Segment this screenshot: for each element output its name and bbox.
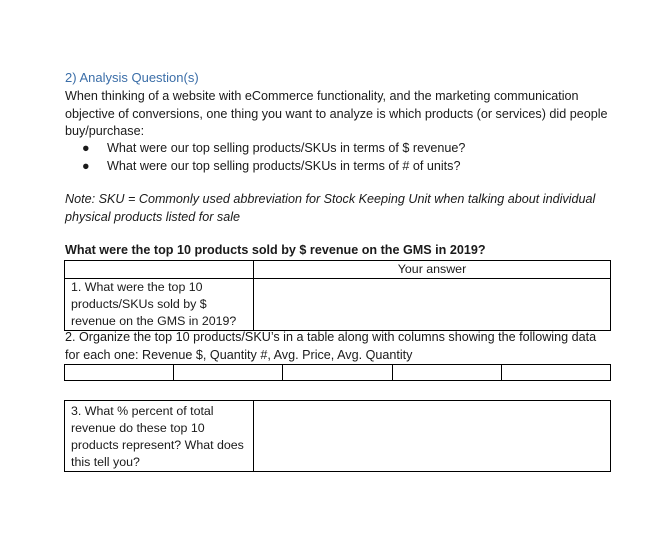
q1-label-cell: 1. What were the top 10 products/SKUs sold by $ revenue on the GMS in 2019?	[65, 279, 254, 331]
bullet-icon: ●	[82, 158, 90, 173]
answer-table-3	[64, 400, 611, 472]
list-item	[82, 140, 465, 158]
table2-cell[interactable]	[392, 365, 501, 381]
q3-label-cell: 3. What % percent of total revenue do these top 10 products represent? What does this tell you?	[65, 401, 254, 472]
header-blank-cell	[65, 261, 254, 279]
section-heading: 2) Analysis Question(s)	[65, 70, 199, 85]
table2-cell[interactable]	[283, 365, 392, 381]
table2-cell[interactable]	[501, 365, 610, 381]
question-title: What were the top 10 products sold by $ revenue on the GMS in 2019?	[65, 243, 486, 257]
intro-paragraph: When thinking of a website with eCommerce functionality, and the marketing communication objective of conversions, one thing you want to analyze is which products (or services) did people buy/purchase:	[65, 89, 608, 138]
bullet-text: What were our top selling products/SKUs in terms of $ revenue?	[107, 141, 466, 155]
table2-cell[interactable]	[65, 365, 174, 381]
answer-table-2	[64, 364, 611, 381]
q2-text: 2. Organize the top 10 products/SKU’s in a table along with columns showing the following data for each one: Revenue $, Quantity #, Avg. Price, Avg. Quantity	[65, 330, 597, 362]
bullet-icon: ●	[82, 141, 90, 155]
bullet-list	[82, 140, 465, 175]
note-text: Note: SKU = Commonly used abbreviation for Stock Keeping Unit when talking about individual physical products listed for sale	[65, 192, 596, 224]
bullet-text: What were our top selling products/SKUs in terms of # of units?	[107, 158, 461, 173]
list-item	[82, 158, 465, 176]
your-answer-header: Your answer	[254, 261, 611, 279]
q3-answer-cell[interactable]	[254, 401, 611, 472]
answer-table-1	[64, 260, 611, 331]
q1-answer-cell[interactable]	[254, 279, 611, 331]
table2-cell[interactable]	[174, 365, 283, 381]
